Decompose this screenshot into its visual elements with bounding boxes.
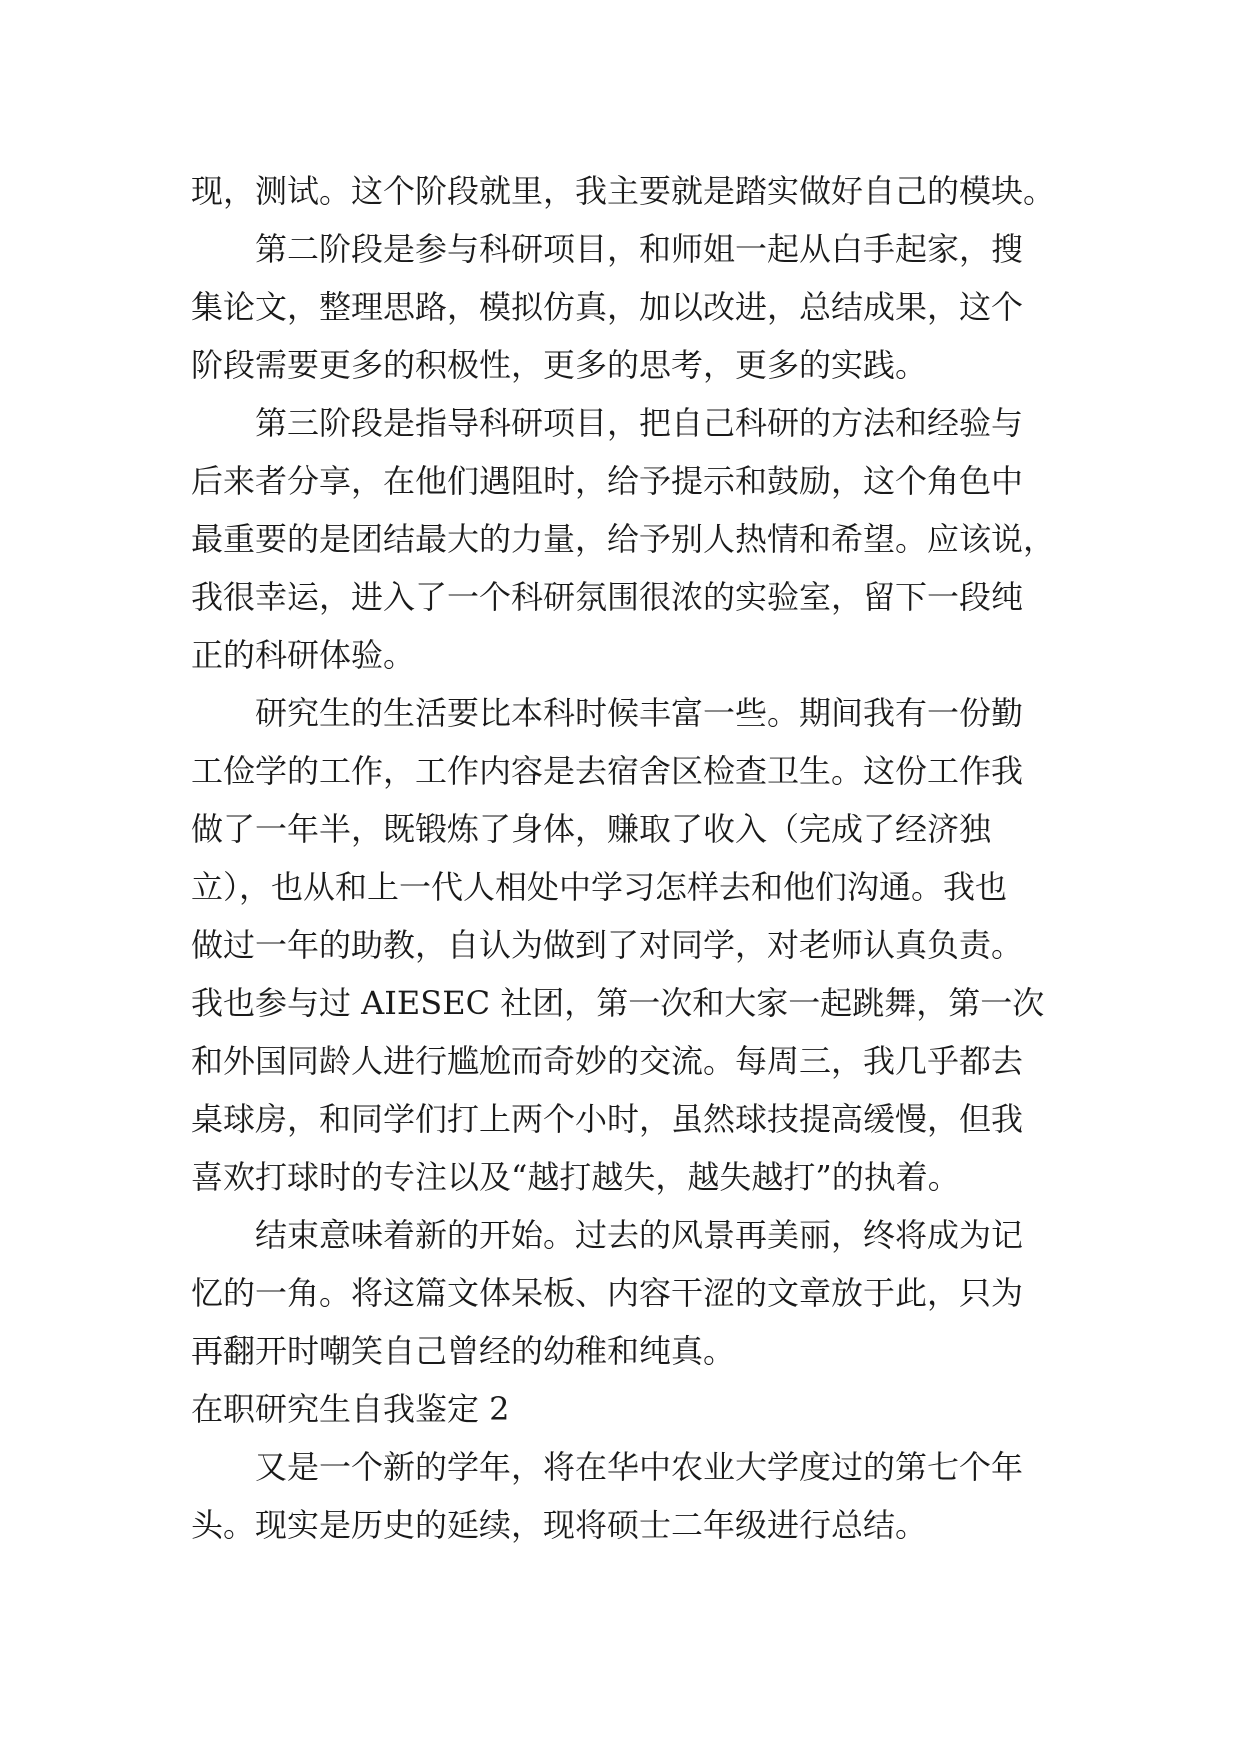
paragraph-life-line: 我也参与过 AIESEC 社团，第一次和大家一起跳舞，第一次 [191,984,1045,1022]
paragraph-new-year-line: 又是一个新的学年，将在华中农业大学度过的第七个年 [255,1448,1024,1486]
paragraph-life-line: 工俭学的工作，工作内容是去宿舍区检查卫生。这份工作我 [191,752,1024,790]
paragraph-ending-line: 结束意味着新的开始。过去的风景再美丽，终将成为记 [255,1216,1024,1254]
paragraph-life-line: 做过一年的助教，自认为做到了对同学，对老师认真负责。 [191,926,1024,964]
paragraph-stage-three-line: 最重要的是团结最大的力量，给予别人热情和希望。应该说， [191,520,1056,558]
paragraph-ending-line: 再翻开时嘲笑自己曾经的幼稚和纯真。 [191,1332,736,1370]
paragraph-stage-two-line: 阶段需要更多的积极性，更多的思考，更多的实践。 [191,346,928,384]
paragraph-stage-three-line: 后来者分享，在他们遇阻时，给予提示和鼓励，这个角色中 [191,462,1024,500]
paragraph-life-line: 研究生的生活要比本科时候丰富一些。期间我有一份勤 [255,694,1024,732]
document-body [191,162,1071,1554]
paragraph-stage-three-line: 第三阶段是指导科研项目，把自己科研的方法和经验与 [255,404,1024,442]
paragraph-life-line: 喜欢打球时的专注以及“越打越失，越失越打”的执着。 [191,1158,960,1196]
paragraph-life-line: 做了一年半，既锻炼了身体，赚取了收入（完成了经济独 [191,810,992,848]
paragraph-life-line: 和外国同龄人进行尴尬而奇妙的交流。每周三，我几乎都去 [191,1042,1024,1080]
section-heading: 在职研究生自我鉴定 2 [191,1390,510,1428]
paragraph-life-line: 桌球房，和同学们打上两个小时，虽然球技提高缓慢，但我 [191,1100,1024,1138]
paragraph-ending-line: 忆的一角。将这篇文体呆板、内容干涩的文章放于此，只为 [191,1274,1024,1312]
paragraph-new-year-line: 头。现实是历史的延续，现将硕士二年级进行总结。 [191,1506,928,1544]
paragraph-life-line: 立），也从和上一代人相处中学习怎样去和他们沟通。我也 [191,868,1008,906]
paragraph-stage-three-line: 我很幸运，进入了一个科研氛围很浓的实验室，留下一段纯 [191,578,1024,616]
paragraph-continuation-line: 现，测试。这个阶段就里，我主要就是踏实做好自己的模块。 [191,172,1056,210]
paragraph-stage-three-line: 正的科研体验。 [191,636,416,674]
paragraph-stage-two-line: 第二阶段是参与科研项目，和师姐一起从白手起家，搜 [255,230,1024,268]
paragraph-stage-two-line: 集论文，整理思路，模拟仿真，加以改进，总结成果，这个 [191,288,1024,326]
